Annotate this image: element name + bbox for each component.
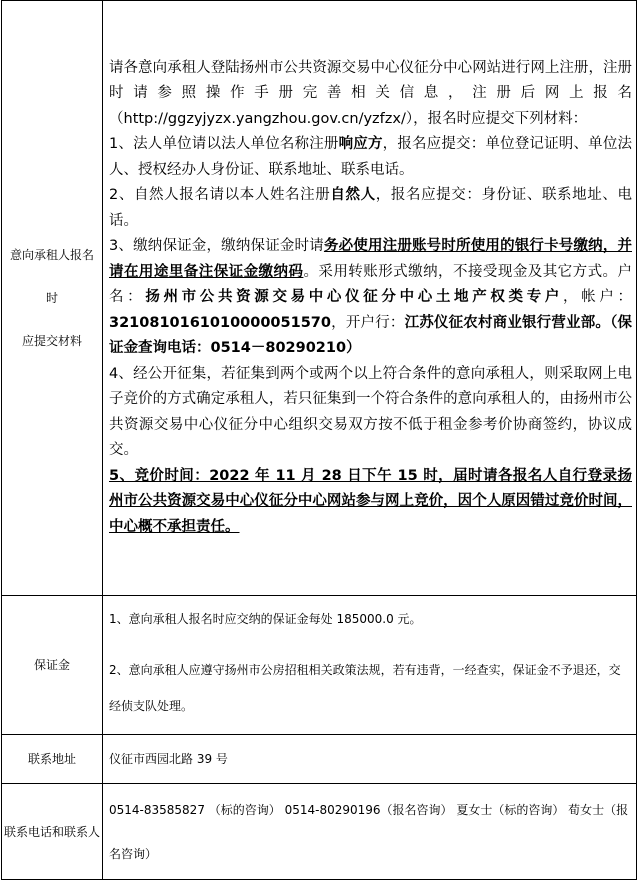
address-row [2, 735, 637, 784]
materials-item1: 1、法人单位请以法人单位名称注册响应方，报名应提交：单位登记证明、单位法人、授权经办人身份证、联系地址、联系电话。 [109, 136, 633, 178]
materials-label-line3: 应提交材料 [21, 334, 82, 348]
materials-item2: 2、自然人报名请以本人姓名注册自然人，报名应提交：身份证、联系地址、电话。 [109, 187, 633, 229]
deposit-label: 保证金 [2, 596, 103, 735]
deposit-line2: 2、意向承租人应遵守扬州市公房招租相关政策法规，若有违背，一经查实，保证金不予退还，交经侦支队处理。 [109, 663, 621, 713]
contact-value: 0514-83585827 （标的咨询） 0514-80290196（报名咨询） 夏女士（标的咨询） 荀女士（报名咨询） [103, 784, 637, 880]
materials-item3: 3、缴纳保证金，缴纳保证金时请务必使用注册账号时所使用的银行卡号缴纳，并请在用途里备注保证金缴纳码。采用转账形式缴纳，不接受现金及其它方式。户名：扬州市公共资源交易中心仪征分中心土地产权类专户，帐户：3210810161010000051570，开户行：江苏仪征农村商业银行营业部。（保证金查询电话：0514－80290210） [109, 238, 633, 357]
address-value: 仪征市西园北路 39 号 [103, 735, 637, 784]
materials-label-line2: 时 [45, 291, 58, 305]
materials-label-line1: 意向承租人报名 [9, 248, 94, 262]
materials-item4: 4、经公开征集，若征集到两个或两个以上符合条件的意向承租人，则采取网上电子竞价的方式确定承租人，若只征集到一个符合条件的意向承租人的，由扬州市公共资源交易中心仪征分中心组织交易双方按不低于租金参考价协商签约，协议成交。 [109, 365, 632, 459]
contact-label: 联系电话和联系人 [2, 784, 103, 880]
address-label: 联系地址 [2, 735, 103, 784]
notice-table [1, 0, 637, 880]
materials-item5: 5、竞价时间：2022 年 11 月 28 日下午 15 时，届时请各报名人自行登录扬州市公共资源交易中心仪征分中心网站参与网上竞价，因个人原因错过竞价时间，中心概不承担责任。 [109, 467, 632, 535]
contact-row [2, 784, 637, 880]
deposit-row [2, 596, 637, 735]
deposit-line1: 1、意向承租人报名时应交纳的保证金每处 185000.0 元。 [109, 612, 422, 626]
materials-row [2, 1, 637, 596]
materials-content-cell [103, 1, 637, 596]
deposit-content-cell [103, 596, 637, 735]
materials-intro: 请各意向承租人登陆扬州市公共资源交易中心仪征分中心网站进行网上注册，注册时请参照操作手册完善相关信息，注册后网上报名（http://ggzyjyzx.yangzhou.gov.cn/yzfzx/），报名时应提交下列材料： [109, 59, 632, 127]
materials-label-cell [2, 1, 103, 596]
